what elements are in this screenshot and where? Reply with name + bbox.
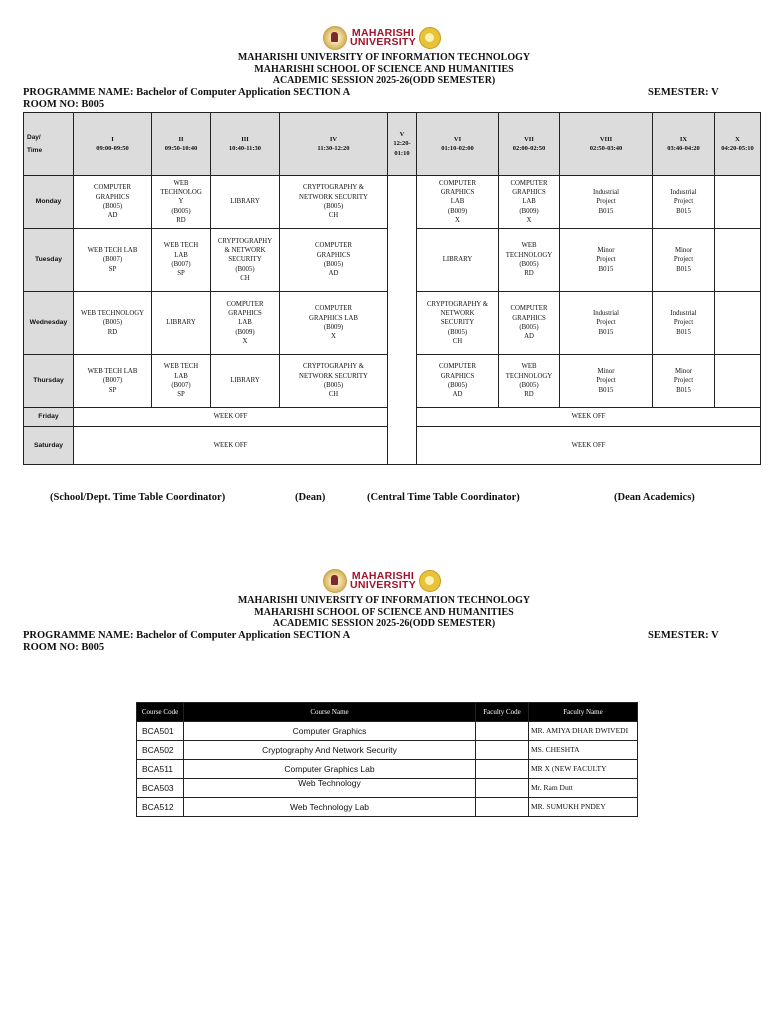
day-label: Tuesday [24,229,74,292]
class-cell-line: GRAPHICS [95,193,130,201]
course-code: BCA512 [137,798,184,817]
programme-name: PROGRAMME NAME: Bachelor of Computer Application SECTION A [23,630,351,641]
class-cell [74,355,152,408]
class-cell-line: Y [178,198,184,206]
class-cell-line: SECURITY [440,319,475,327]
class-cell-line: AD [107,212,118,220]
class-cell-line: TECHNOLOGY [505,372,553,380]
class-cell [417,355,499,408]
period-header: III 10:40-11:30 [211,113,280,176]
course-name: Web Technology [184,779,476,798]
class-cell-line: GRAPHICS [512,314,546,322]
faculty-code [476,798,529,817]
class-cell [715,229,761,292]
class-cell [280,355,388,408]
period-header: IX 03:40-04:20 [653,113,715,176]
class-cell [211,292,280,355]
faculty-name: MR X (NEW FACULTY [529,760,638,779]
class-cell-line: COMPUTER [438,363,476,371]
day-label: Wednesday [24,292,74,355]
class-cell-line: (B009) [323,324,344,331]
class-cell-line: Project [673,319,694,327]
period-header: VII 02:00-02:50 [499,113,560,176]
class-cell-line: Industrial [592,310,620,318]
class-cell-line: GRAPHICS [316,251,351,259]
class-cell [417,176,499,229]
signature-dean: (Dean) [295,492,326,503]
class-cell-line: Industrial [670,310,697,318]
class-cell [560,292,653,355]
day-label: Thursday [24,355,74,408]
class-cell-line: LIBRARY [230,377,260,385]
university-logo [323,25,441,51]
course-code: BCA503 [137,779,184,798]
class-cell-line: Industrial [670,189,697,197]
table-row [137,760,638,779]
class-cell-line: (B005) [519,382,539,389]
class-cell-line: WEB [521,242,537,250]
class-cell-line: B015 [676,265,691,273]
semester: SEMESTER: V [648,87,719,98]
class-cell-line: WEB TECH [163,242,199,250]
class-cell-line: COMPUTER [510,179,548,187]
class-cell-line: TECHNOLOG [160,189,202,197]
class-cell-line: WEB TECH LAB [87,368,138,376]
column-header: Course Name [184,703,476,722]
class-cell-line: (B005) [235,265,255,273]
day-label: Saturday [24,427,74,465]
week-off-cell: WEEK OFF [74,427,388,465]
class-cell-line: CH [328,391,339,399]
class-cell-line: Minor [675,247,692,255]
class-cell-line: COMPUTER [314,242,352,250]
signature-coordinator: (School/Dept. Time Table Coordinator) [50,492,226,503]
class-cell-line: GRAPHICS [440,372,475,380]
class-cell-line: CRYPTOGRAPHY [217,237,273,245]
class-cell-line: RD [524,391,534,399]
room-number: ROOM NO: B005 [23,99,105,110]
class-cell-line: SP [108,386,117,394]
day-label: Monday [24,176,74,229]
faculty-code [476,722,529,741]
class-cell [499,355,560,408]
lunch-break-column [388,176,417,465]
signature-central-coordinator: (Central Time Table Coordinator) [367,492,520,503]
period-header: II 09:50-10:40 [152,113,211,176]
class-cell-line: TECHNOLOGY [505,251,553,259]
logo-wordmark: MAHARISHI UNIVERSITY [350,27,417,48]
course-name: Computer Graphics [184,722,476,741]
class-cell-line: Minor [597,368,615,376]
academic-session: ACADEMIC SESSION 2025-26(ODD SEMESTER) [272,618,496,629]
class-cell-line: X [455,216,460,224]
class-cell [417,292,499,355]
class-cell-line: COMPUTER [314,305,352,313]
period-header: I 09:00-09:50 [74,113,152,176]
class-cell-line: AD [524,333,534,341]
class-cell-line: Minor [597,247,615,255]
class-cell-line: (B007) [171,382,191,389]
class-cell-line: Project [596,198,616,206]
class-cell-line: LAB [238,319,252,327]
university-name: MAHARISHI UNIVERSITY OF INFORMATION TECHNOLOGY [237,595,531,606]
university-seal-icon [323,569,347,593]
room-number: ROOM NO: B005 [23,642,105,653]
day-time-header: Day/ Time [24,113,74,176]
course-code: BCA501 [137,722,184,741]
class-cell [499,176,560,229]
class-cell-line: AD [452,391,463,399]
class-cell [417,229,499,292]
class-cell [560,355,653,408]
faculty-code [476,741,529,760]
class-cell-line: SP [177,270,185,278]
class-cell-line: & NETWORK [224,247,266,255]
class-cell-line: (B007) [102,377,123,385]
class-cell-line: (B005) [447,328,468,336]
class-cell-line: LAB [174,372,188,380]
table-row [137,798,638,817]
class-cell-line: Minor [675,368,692,376]
faculty-name: MR. AMIYA DHAR DWIVEDI [529,722,638,741]
school-name: MAHARISHI SCHOOL OF SCIENCE AND HUMANITIES [254,607,514,618]
class-cell-line: (B005) [171,207,191,215]
class-cell-line: B015 [598,265,614,273]
class-cell-line: (B005) [323,382,344,389]
class-cell-line: Project [673,377,694,385]
class-cell [560,229,653,292]
class-cell-line: NETWORK [440,310,475,318]
faculty-name: MS. CHESHTA [529,741,638,760]
class-cell-line: B015 [598,328,614,336]
class-cell-line: X [331,333,336,341]
emblem-icon [419,27,441,49]
timetable-header-row [24,113,761,176]
faculty-code [476,760,529,779]
class-cell-line: B015 [676,207,691,215]
class-cell [152,176,211,229]
class-cell-line: SP [108,265,117,273]
table-row [137,779,638,798]
class-cell-line: (B005) [323,203,344,210]
faculty-name: MR. SUMUKH PNDEY [529,798,638,817]
semester: SEMESTER: V [648,630,719,641]
class-cell [152,292,211,355]
class-cell-line: B015 [598,207,614,215]
class-cell [152,355,211,408]
class-cell [653,229,715,292]
class-cell-line: LIBRARY [166,319,196,327]
week-off-cell: WEEK OFF [417,408,761,427]
class-cell [74,292,152,355]
class-cell [74,229,152,292]
class-cell-line: LAB [450,198,465,206]
class-cell-line: NETWORK SECURITY [299,193,368,201]
class-cell-line: GRAPHICS [440,189,475,197]
programme-name: PROGRAMME NAME: Bachelor of Computer Application SECTION A [23,87,351,98]
class-cell-line: (B005) [519,324,539,331]
class-cell-line: CRYPTOGRAPHY & [427,300,488,308]
class-cell-line: COMPUTER [226,300,264,308]
class-cell-line: B015 [676,328,691,336]
faculty-code [476,779,529,798]
class-cell [280,229,388,292]
class-cell-line: GRAPHICS [512,189,546,197]
class-cell-line: (B005) [102,319,123,327]
course-table-header [137,703,638,722]
class-cell-line: RD [524,270,534,278]
class-cell [280,176,388,229]
class-cell-line: (B009) [519,207,539,215]
class-cell-line: (B005) [102,203,123,210]
class-cell [653,176,715,229]
class-cell-line: X [242,337,248,345]
class-cell-line: WEB TECH LAB [87,247,138,255]
class-cell-line: B015 [598,386,614,394]
class-cell-line: Project [596,256,616,264]
class-cell-line: B015 [676,386,691,394]
class-cell-line: (B009) [447,207,468,215]
class-cell [211,355,280,408]
class-cell [715,292,761,355]
column-header: Faculty Name [529,703,638,722]
university-logo [323,568,441,594]
class-cell-line: (B005) [323,261,344,268]
class-cell-line: LAB [522,198,536,206]
class-cell-line: LAB [174,251,188,259]
school-name: MAHARISHI SCHOOL OF SCIENCE AND HUMANITIES [254,64,514,75]
class-cell-line: (B007) [171,261,191,268]
class-cell-line: LIBRARY [230,198,260,206]
class-cell-line: Project [673,198,694,206]
timetable [23,112,761,465]
period-header: IV 11:30-12:20 [280,113,388,176]
class-cell-line: WEB TECH [163,363,199,371]
course-faculty-table [136,702,638,817]
academic-session: ACADEMIC SESSION 2025-26(ODD SEMESTER) [272,75,496,86]
class-cell-line: (B005) [519,261,539,268]
class-cell-line: Project [596,319,616,327]
table-row [137,722,638,741]
class-cell-line: CRYPTOGRAPHY & [303,363,364,371]
class-cell-line: AD [328,270,339,278]
course-name: Computer Graphics Lab [184,760,476,779]
class-cell-line: NETWORK SECURITY [299,372,368,380]
column-header: Faculty Code [476,703,529,722]
class-cell [152,229,211,292]
class-cell-line: CH [328,212,339,220]
class-cell [499,292,560,355]
class-cell-line: CH [452,337,463,345]
period-header: VI 01:10-02:00 [417,113,499,176]
class-cell-line: (B005) [447,382,468,389]
class-cell [653,355,715,408]
emblem-icon [419,570,441,592]
class-cell-line: GRAPHICS LAB [309,314,358,322]
timetable-row-monday [24,176,761,229]
class-cell-line: WEB [173,179,189,187]
class-cell-line: CRYPTOGRAPHY & [303,184,364,192]
class-cell [74,176,152,229]
class-cell [211,229,280,292]
course-code: BCA511 [137,760,184,779]
class-cell [715,355,761,408]
class-cell [499,229,560,292]
course-name: Web Technology Lab [184,798,476,817]
class-cell-line: (B009) [235,328,255,336]
university-seal-icon [323,26,347,50]
class-cell [653,292,715,355]
class-cell-line: SP [177,391,185,399]
class-cell-line: WEB TECHNOLOGY [80,310,145,318]
class-cell-line: Project [673,256,694,264]
week-off-cell: WEEK OFF [74,408,388,427]
class-cell-line: GRAPHICS [228,310,262,318]
class-cell-line: Industrial [592,189,620,197]
class-cell [560,176,653,229]
university-name: MAHARISHI UNIVERSITY OF INFORMATION TECHNOLOGY [237,52,531,63]
class-cell-line: CH [240,274,250,282]
column-header: Course Code [137,703,184,722]
class-cell-line: X [526,216,532,224]
class-cell-line: COMPUTER [510,305,548,313]
period-header: VIII 02:50-03:40 [560,113,653,176]
class-cell-line: COMPUTER [438,179,476,187]
class-cell-line: COMPUTER [93,184,131,192]
class-cell-line: Project [596,377,616,385]
class-cell-line: SECURITY [228,256,262,264]
faculty-name: Mr. Ram Dutt [529,779,638,798]
class-cell-line: RD [107,328,118,336]
logo-wordmark: MAHARISHI UNIVERSITY [350,570,417,591]
week-off-cell: WEEK OFF [417,427,761,465]
class-cell [715,176,761,229]
period-header-lunch: V 12:20- 01:10 [388,113,417,176]
signature-dean-academics: (Dean Academics) [614,492,695,503]
class-cell-line: LIBRARY [442,256,473,264]
class-cell-line: (B007) [102,256,123,264]
class-cell [280,292,388,355]
course-name: Cryptography And Network Security [184,741,476,760]
table-row [137,741,638,760]
day-label: Friday [24,408,74,427]
class-cell [211,176,280,229]
class-cell-line: WEB [521,363,537,371]
period-header: X 04:20-05:10 [715,113,761,176]
class-cell-line: RD [176,216,186,224]
course-code: BCA502 [137,741,184,760]
